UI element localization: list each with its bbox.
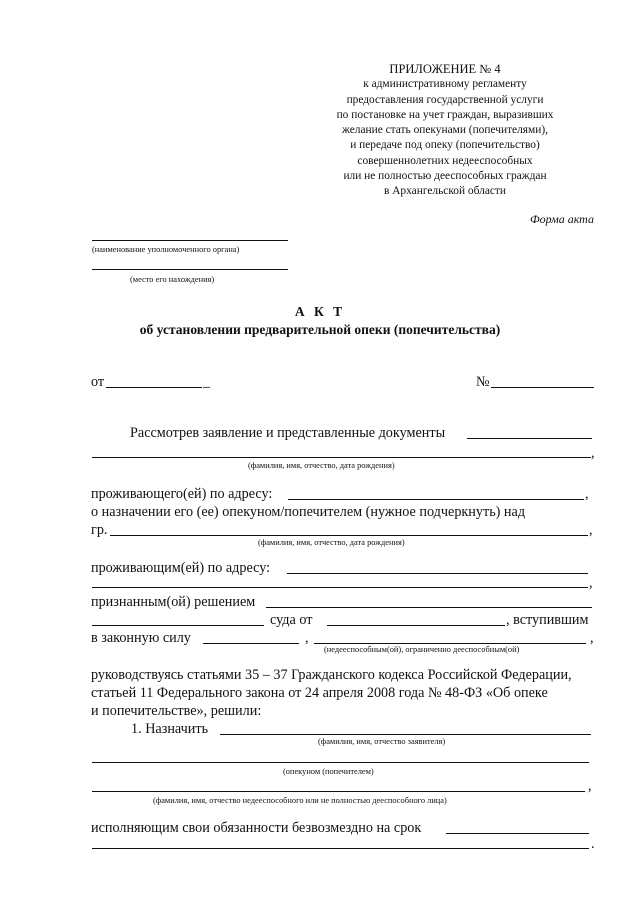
guided-line-1: руководствуясь статьями 35 – 37 Гражданского кодекса Российской Федерации, [91, 667, 572, 683]
applicant-address-field[interactable] [288, 499, 584, 500]
entered-text: , вступившим [506, 612, 589, 628]
guided-line-2: статьей 11 Федерального закона от 24 апреля 2008 года № 48-ФЗ «Об опеке [91, 685, 548, 701]
ward-name-field[interactable] [92, 791, 585, 792]
act-subtitle: об установлении предварительной опеки (попечительства) [139, 322, 501, 337]
gr-label: гр. [91, 522, 108, 538]
comma: , [589, 575, 593, 591]
period: . [591, 836, 595, 852]
comma: , [589, 522, 593, 538]
court-text: суда от [270, 612, 313, 628]
comma: , [590, 630, 594, 646]
ward-address-field[interactable] [287, 573, 588, 574]
comma: , [591, 445, 595, 461]
annex-line: совершеннолетних недееспособных [357, 154, 533, 167]
annex-block [300, 62, 590, 200]
authority-line[interactable] [92, 240, 288, 241]
ward-fio-caption: (фамилия, имя, отчество, дата рождения) [258, 538, 405, 547]
ward-fio-field[interactable] [110, 535, 588, 536]
location-caption: (место его нахождения) [130, 275, 215, 284]
decision-field[interactable] [266, 607, 592, 608]
number-label: № [476, 374, 490, 390]
applicant-fio-field[interactable] [92, 457, 591, 458]
court-name-field[interactable] [92, 625, 264, 626]
item1-text: 1. Назначить [131, 721, 209, 737]
guardian-role-caption: (опекуном (попечителем) [283, 767, 374, 776]
ward-name-caption: (фамилия, имя, отчество недееспособного или не полностью дееспособного лица) [153, 796, 447, 805]
annex-line: или не полностью дееспособных граждан [343, 170, 547, 183]
considered-text: Рассмотрев заявление и представленные документы [130, 425, 446, 441]
capacity-caption: (недееспособным(ой), ограниченно дееспособным(ой) [324, 645, 520, 654]
form-label: Форма акта [530, 212, 594, 226]
comma: , [588, 778, 592, 794]
appoint-text: о назначении его (ее) опекуном/попечителем (нужное подчеркнуть) над [91, 504, 526, 520]
number-field[interactable] [491, 387, 594, 388]
annex-title: ПРИЛОЖЕНИЕ № 4 [389, 62, 501, 76]
location-line[interactable] [92, 269, 288, 270]
applicant-fio-caption: (фамилия, имя, отчество, дата рождения) [248, 461, 395, 470]
ward-residing-text: проживающим(ей) по адресу: [91, 560, 271, 576]
recognized-text: признанным(ой) решением [91, 594, 256, 610]
term-field[interactable] [446, 833, 589, 834]
annex-line: желание стать опекунами (попечителями), [342, 124, 548, 137]
capacity-field[interactable] [314, 643, 586, 644]
authority-caption: (наименование уполномоченного органа) [92, 245, 240, 254]
residing-text: проживающего(ей) по адресу: [91, 486, 273, 502]
ward-address-field-2[interactable] [92, 587, 588, 588]
comma: , [585, 486, 589, 502]
documents-field[interactable] [467, 438, 592, 439]
annex-line: к административному регламенту [363, 78, 527, 91]
gratis-text: исполняющим свои обязанности безвозмездно на срок [91, 820, 422, 836]
act-title: А К Т [294, 304, 346, 319]
court-date-field[interactable] [327, 625, 505, 626]
force-date-field[interactable] [203, 643, 299, 644]
annex-line: в Архангельской области [383, 185, 507, 198]
applicant-name-field[interactable] [220, 734, 591, 735]
annex-line: и передаче под опеку (попечительство) [350, 139, 540, 152]
annex-line: по постановке на учет граждан, выразивших [336, 108, 554, 121]
comma: , [305, 630, 309, 646]
annex-line: предоставления государственной услуги [346, 93, 544, 106]
term-field-2[interactable] [92, 848, 589, 849]
guided-line-3: и попечительстве», решили: [91, 703, 262, 719]
date-underscore: _ [203, 374, 211, 390]
date-field[interactable] [106, 387, 202, 388]
date-from-label: от [91, 374, 105, 390]
in-force-text: в законную силу [91, 630, 191, 646]
applicant-name-caption: (фамилия, имя, отчество заявителя) [318, 737, 446, 746]
guardian-role-field[interactable] [92, 762, 589, 763]
